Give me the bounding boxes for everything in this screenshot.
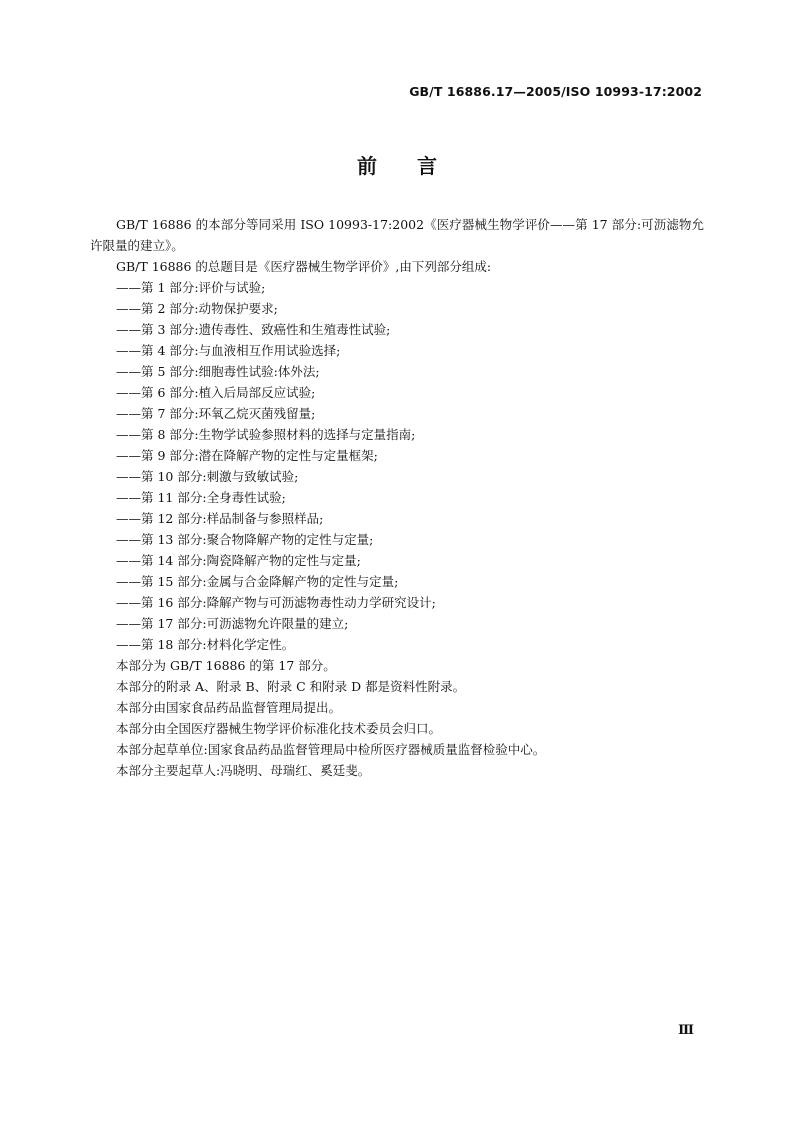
document-body: [90, 214, 704, 781]
list-item: ——第 2 部分:动物保护要求;: [116, 301, 278, 316]
closing-paragraph: 本部分的附录 A、附录 B、附录 C 和附录 D 都是资料性附录。: [116, 679, 466, 694]
closing-paragraph: 本部分由国家食品药品监督管理局提出。: [116, 700, 342, 715]
list-item: ——第 6 部分:植入后局部反应试验;: [116, 385, 316, 400]
intro-paragraph: GB/T 16886 的总题目是《医疗器械生物学评价》,由下列部分组成:: [116, 259, 492, 274]
standard-number: GB/T 16886.17—2005/ISO 10993-17:2002: [409, 84, 702, 99]
list-item: ——第 9 部分:潜在降解产物的定性与定量框架;: [116, 448, 378, 463]
list-item: ——第 14 部分:陶瓷降解产物的定性与定量;: [116, 553, 361, 568]
list-item: ——第 16 部分:降解产物与可沥滤物毒性动力学研究设计;: [116, 595, 436, 610]
list-item: ——第 13 部分:聚合物降解产物的定性与定量;: [116, 532, 374, 547]
list-item: ——第 11 部分:全身毒性试验;: [116, 490, 286, 505]
list-item: ——第 7 部分:环氧乙烷灭菌残留量;: [116, 406, 316, 421]
list-item: ——第 10 部分:刺激与致敏试验;: [116, 469, 299, 484]
parts-list: [90, 277, 704, 655]
list-item: ——第 4 部分:与血液相互作用试验选择;: [116, 343, 341, 358]
list-item: ——第 3 部分:遗传毒性、致癌性和生殖毒性试验;: [116, 322, 391, 337]
page-number: Ⅲ: [678, 1023, 694, 1038]
list-item: ——第 18 部分:材料化学定性。: [116, 637, 295, 652]
closing-paragraph: 本部分起草单位:国家食品药品监督管理局中检所医疗器械质量监督检验中心。: [116, 742, 546, 757]
closing-paragraph: 本部分主要起草人:冯晓明、母瑞红、奚廷斐。: [116, 763, 371, 778]
closing-paragraph: 本部分为 GB/T 16886 的第 17 部分。: [116, 658, 336, 673]
list-item: ——第 15 部分:金属与合金降解产物的定性与定量;: [116, 574, 399, 589]
page-title: 前言: [357, 154, 477, 178]
list-item: ——第 5 部分:细胞毒性试验:体外法;: [116, 364, 320, 379]
closing-paragraph: 本部分由全国医疗器械生物学评价标准化技术委员会归口。: [116, 721, 442, 736]
list-item: ——第 17 部分:可沥滤物允许限量的建立;: [116, 616, 349, 631]
list-item: ——第 1 部分:评价与试验;: [116, 280, 266, 295]
intro-paragraph: GB/T 16886 的本部分等同采用 ISO 10993-17:2002《医疗器械生物学评价——第 17 部分:可沥滤物允许限量的建立》。: [90, 217, 704, 253]
list-item: ——第 12 部分:样品制备与参照样品;: [116, 511, 324, 526]
list-item: ——第 8 部分:生物学试验参照材料的选择与定量指南;: [116, 427, 416, 442]
